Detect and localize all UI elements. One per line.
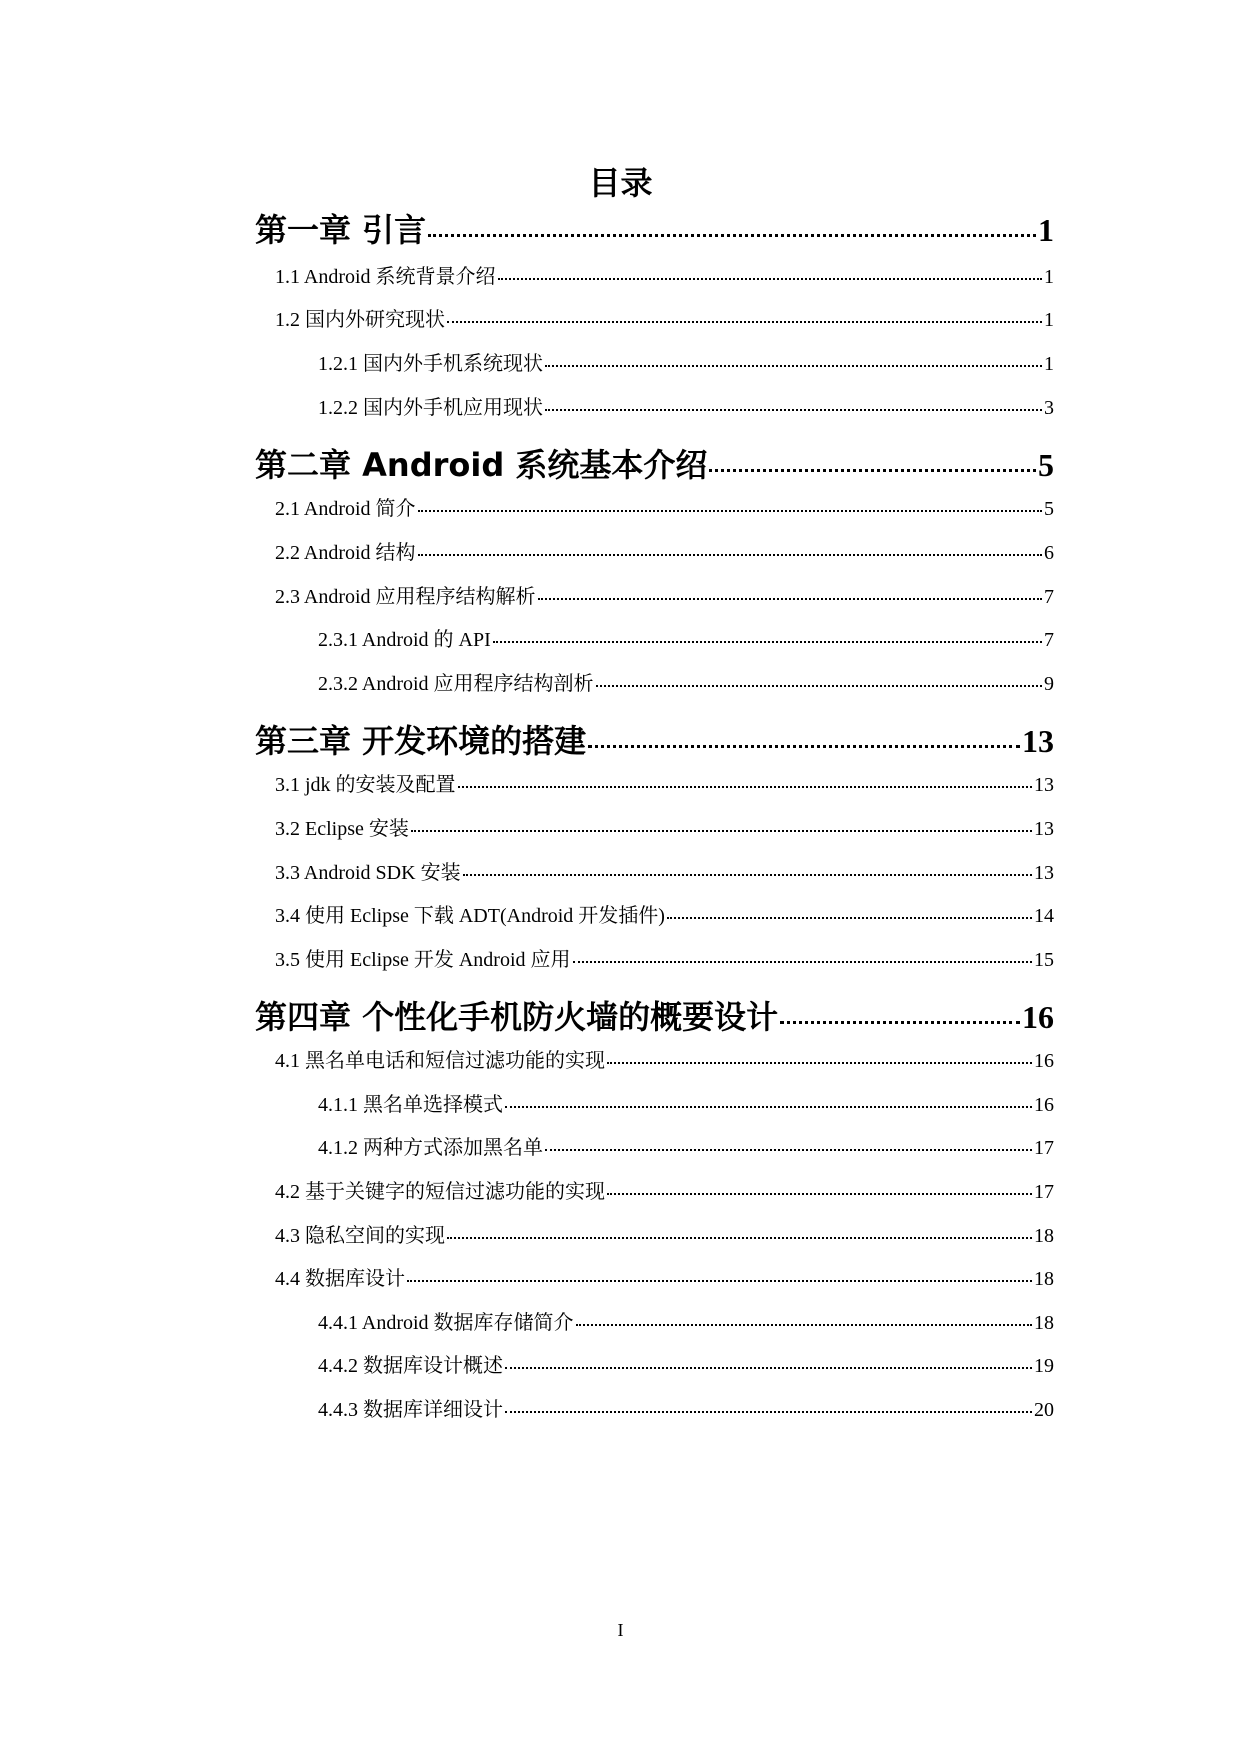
dot-leader <box>463 874 1032 876</box>
dot-leader <box>576 1324 1032 1326</box>
dot-leader <box>505 1411 1032 1413</box>
toc-entry-label: 第四章 个性化手机防火墙的概要设计 <box>255 998 779 1036</box>
toc-entry-label: 2.1 Android 简介 <box>275 498 416 520</box>
toc-entry-page-number: 17 <box>1034 1137 1054 1159</box>
toc-entry-label: 1.2.1 国内外手机系统现状 <box>318 353 543 375</box>
toc-entry-page-number: 19 <box>1034 1355 1054 1377</box>
toc-section-entry[interactable] <box>275 536 1054 565</box>
dot-leader <box>588 745 1020 748</box>
toc-entry-label: 3.2 Eclipse 安装 <box>275 818 409 840</box>
dot-leader <box>411 830 1032 832</box>
dot-leader <box>545 1149 1032 1151</box>
toc-entry-page-number: 9 <box>1044 673 1054 695</box>
toc-entry-page-number: 13 <box>1022 723 1054 759</box>
toc-chapter-entry[interactable] <box>255 992 1054 1038</box>
dot-leader <box>428 234 1036 237</box>
toc-entry-page-number: 17 <box>1034 1181 1054 1203</box>
toc-subsection-entry[interactable] <box>318 1088 1054 1117</box>
toc-entry-page-number: 16 <box>1034 1094 1054 1116</box>
toc-entry-page-number: 3 <box>1044 397 1054 419</box>
dot-leader <box>458 786 1032 788</box>
toc-section-entry[interactable] <box>275 492 1054 521</box>
dot-leader <box>505 1106 1032 1108</box>
toc-section-entry[interactable] <box>275 856 1054 885</box>
toc-section-entry[interactable] <box>275 899 1054 928</box>
toc-section-entry[interactable] <box>275 580 1054 609</box>
toc-entry-page-number: 1 <box>1044 353 1054 375</box>
toc-section-entry[interactable] <box>275 1219 1054 1248</box>
dot-leader <box>545 365 1042 367</box>
toc-entry-page-number: 1 <box>1044 266 1054 288</box>
toc-entry-label: 3.5 使用 Eclipse 开发 Android 应用 <box>275 949 571 971</box>
toc-entry-label: 1.2 国内外研究现状 <box>275 309 445 331</box>
toc-section-entry[interactable] <box>275 1262 1054 1291</box>
dot-leader <box>607 1193 1032 1195</box>
toc-entry-label: 2.3.2 Android 应用程序结构剖析 <box>318 673 594 695</box>
toc-entry-label: 4.4.2 数据库设计概述 <box>318 1355 503 1377</box>
toc-entry-page-number: 13 <box>1034 862 1054 884</box>
toc-entry-page-number: 1 <box>1038 212 1054 248</box>
dot-leader <box>538 598 1042 600</box>
toc-entry-page-number: 13 <box>1034 818 1054 840</box>
toc-entry-label: 1.2.2 国内外手机应用现状 <box>318 397 543 419</box>
toc-section-entry[interactable] <box>275 1175 1054 1204</box>
dot-leader <box>780 1021 1020 1024</box>
dot-leader <box>407 1280 1032 1282</box>
toc-entry-page-number: 15 <box>1034 949 1054 971</box>
toc-entry-page-number: 18 <box>1034 1225 1054 1247</box>
toc-chapter-entry[interactable] <box>255 440 1054 486</box>
dot-leader <box>709 469 1036 472</box>
toc-entry-page-number: 5 <box>1044 498 1054 520</box>
toc-subsection-entry[interactable] <box>318 667 1054 696</box>
dot-leader <box>607 1062 1032 1064</box>
toc-subsection-entry[interactable] <box>318 1131 1054 1160</box>
toc-title: 目录 <box>588 164 653 202</box>
toc-entry-page-number: 1 <box>1044 309 1054 331</box>
dot-leader <box>447 1237 1032 1239</box>
toc-section-entry[interactable] <box>275 943 1054 972</box>
toc-subsection-entry[interactable] <box>318 1306 1054 1335</box>
toc-entry-label: 4.1.1 黑名单选择模式 <box>318 1094 503 1116</box>
dot-leader <box>596 685 1042 687</box>
dot-leader <box>505 1367 1032 1369</box>
toc-section-entry[interactable] <box>275 260 1054 289</box>
dot-leader <box>667 917 1032 919</box>
toc-subsection-entry[interactable] <box>318 391 1054 420</box>
dot-leader <box>545 409 1042 411</box>
toc-entry-page-number: 5 <box>1038 447 1054 483</box>
toc-entry-label: 3.4 使用 Eclipse 下载 ADT(Android 开发插件) <box>275 905 665 927</box>
toc-entry-page-number: 13 <box>1034 774 1054 796</box>
page-number: I <box>617 1620 624 1640</box>
toc-entry-label: 4.1 黑名单电话和短信过滤功能的实现 <box>275 1050 605 1072</box>
toc-entry-label: 4.4 数据库设计 <box>275 1268 405 1290</box>
dot-leader <box>573 961 1032 963</box>
toc-entry-label: 2.3 Android 应用程序结构解析 <box>275 586 536 608</box>
dot-leader <box>418 554 1042 556</box>
toc-subsection-entry[interactable] <box>318 623 1054 652</box>
toc-entry-page-number: 14 <box>1034 905 1054 927</box>
toc-subsection-entry[interactable] <box>318 347 1054 376</box>
toc-section-entry[interactable] <box>275 1044 1054 1073</box>
toc-entry-label: 3.3 Android SDK 安装 <box>275 862 461 884</box>
toc-entry-page-number: 18 <box>1034 1312 1054 1334</box>
toc-section-entry[interactable] <box>275 812 1054 841</box>
dot-leader <box>418 510 1042 512</box>
dot-leader <box>493 641 1042 643</box>
toc-entry-label: 4.2 基于关键字的短信过滤功能的实现 <box>275 1181 605 1203</box>
toc-entry-label: 4.4.3 数据库详细设计 <box>318 1399 503 1421</box>
toc-entry-label: 第二章 Android 系统基本介绍 <box>255 446 708 484</box>
toc-entry-page-number: 18 <box>1034 1268 1054 1290</box>
toc-entry-label: 第一章 引言 <box>255 211 427 249</box>
toc-entry-label: 4.1.2 两种方式添加黑名单 <box>318 1137 543 1159</box>
toc-subsection-entry[interactable] <box>318 1349 1054 1378</box>
toc-chapter-entry[interactable] <box>255 205 1054 251</box>
toc-entry-label: 第三章 开发环境的搭建 <box>255 722 587 760</box>
toc-entry-label: 2.2 Android 结构 <box>275 542 416 564</box>
toc-entry-page-number: 16 <box>1034 1050 1054 1072</box>
toc-entry-page-number: 6 <box>1044 542 1054 564</box>
toc-section-entry[interactable] <box>275 303 1054 332</box>
toc-entry-page-number: 20 <box>1034 1399 1054 1421</box>
toc-chapter-entry[interactable] <box>255 716 1054 762</box>
toc-entry-page-number: 7 <box>1044 586 1054 608</box>
toc-entry-page-number: 16 <box>1022 999 1054 1035</box>
toc-section-entry[interactable] <box>275 768 1054 797</box>
dot-leader <box>447 321 1042 323</box>
toc-entry-page-number: 7 <box>1044 629 1054 651</box>
toc-entry-label: 3.1 jdk 的安装及配置 <box>275 774 456 796</box>
toc-entry-label: 2.3.1 Android 的 API <box>318 629 491 651</box>
dot-leader <box>498 278 1042 280</box>
toc-entry-label: 1.1 Android 系统背景介绍 <box>275 266 496 288</box>
toc-subsection-entry[interactable] <box>318 1393 1054 1422</box>
toc-entry-label: 4.3 隐私空间的实现 <box>275 1225 445 1247</box>
toc-entry-label: 4.4.1 Android 数据库存储简介 <box>318 1312 574 1334</box>
